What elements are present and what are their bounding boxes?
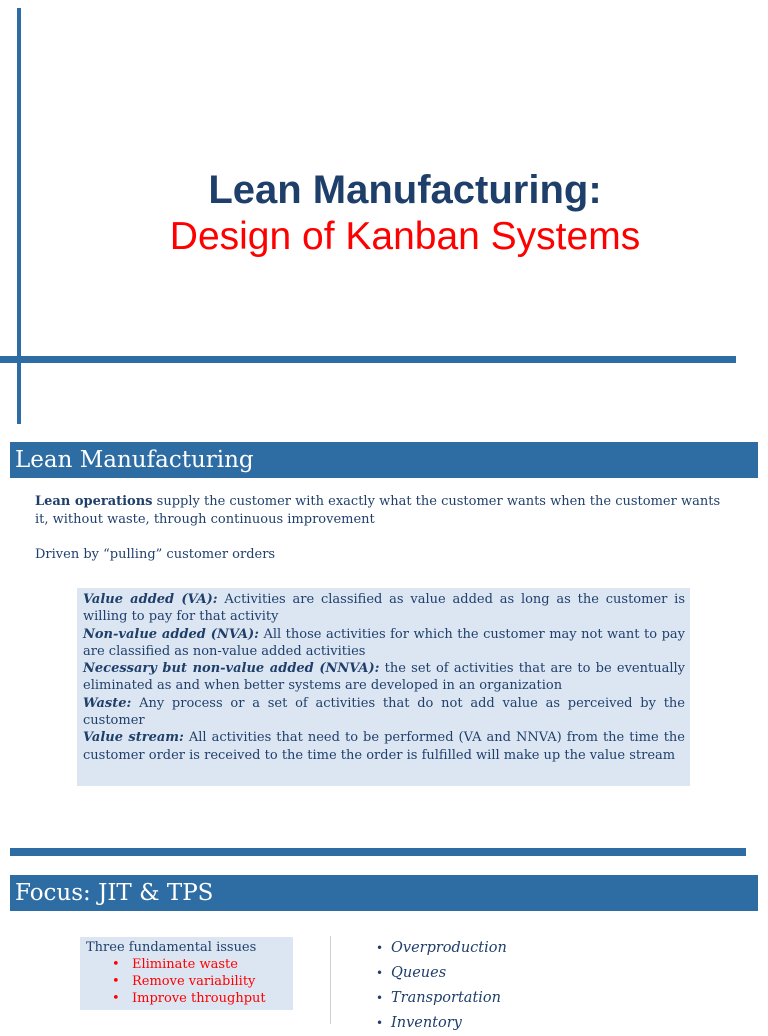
issues-list: [86, 956, 287, 1007]
intro-paragraph: [35, 493, 735, 529]
definition-item: [83, 695, 685, 730]
column-divider: [330, 936, 331, 1024]
definition-item: [83, 626, 685, 661]
definition-item: [83, 591, 685, 626]
definition-text: Any process or a set of activities that do not add value as perceived by the customer: [83, 695, 685, 729]
list-item: • Overproduction: [376, 936, 756, 961]
section-header-lean-manufacturing: Lean Manufacturing: [10, 442, 758, 478]
definition-term: Waste:: [83, 695, 132, 711]
slide-subtitle: Design of Kanban Systems: [169, 215, 641, 258]
definition-text: the set of activities that are to be eventually eliminated as and when better systems are developed in an organization: [83, 661, 685, 694]
definition-term: Value added (VA):: [83, 592, 218, 607]
section-header-focus: Focus: JIT & TPS: [10, 875, 758, 911]
list-item: • Queues: [376, 961, 756, 986]
issues-title: Three fundamental issues: [86, 940, 257, 955]
title-slide-horizontal-rule: [0, 356, 736, 363]
definition-item: [83, 660, 685, 695]
list-item: • Transportation: [376, 986, 756, 1011]
definition-text: All activities that need to be performed (VA and NNVA) from the time the customer order is received to the time the order is fulfilled will make up the value stream: [83, 730, 685, 763]
list-item: • Eliminate waste: [112, 956, 287, 973]
list-item: • Inventory: [376, 1011, 756, 1036]
driven-by-text: Driven by “pulling” customer orders: [35, 547, 276, 562]
fundamental-issues-box: [80, 937, 293, 1010]
list-item: • Improve throughput: [112, 990, 287, 1007]
definition-term: Necessary but non-value added (NNVA):: [83, 661, 380, 677]
definition-text: Activities are classified as value added as long as the customer is willing to pay for that activity: [83, 592, 685, 625]
definition-item: [83, 729, 685, 764]
wastes-list: [376, 936, 756, 1036]
intro-bold-term: Lean operations: [35, 494, 153, 509]
definition-term: Value stream:: [83, 730, 184, 746]
slide-separator-rule: [10, 848, 746, 856]
intro-text: supply the customer with exactly what the customer wants when the customer wants it, without waste, through continuous improvement: [35, 494, 721, 527]
slide-title: Lean Manufacturing:: [208, 168, 602, 212]
list-item: • Remove variability: [112, 973, 287, 990]
definition-term: Non-value added (NVA):: [83, 626, 259, 642]
definitions-box: [77, 588, 690, 786]
definition-text: All those activities for which the customer may not want to pay are classified as non-value added activities: [83, 626, 686, 659]
